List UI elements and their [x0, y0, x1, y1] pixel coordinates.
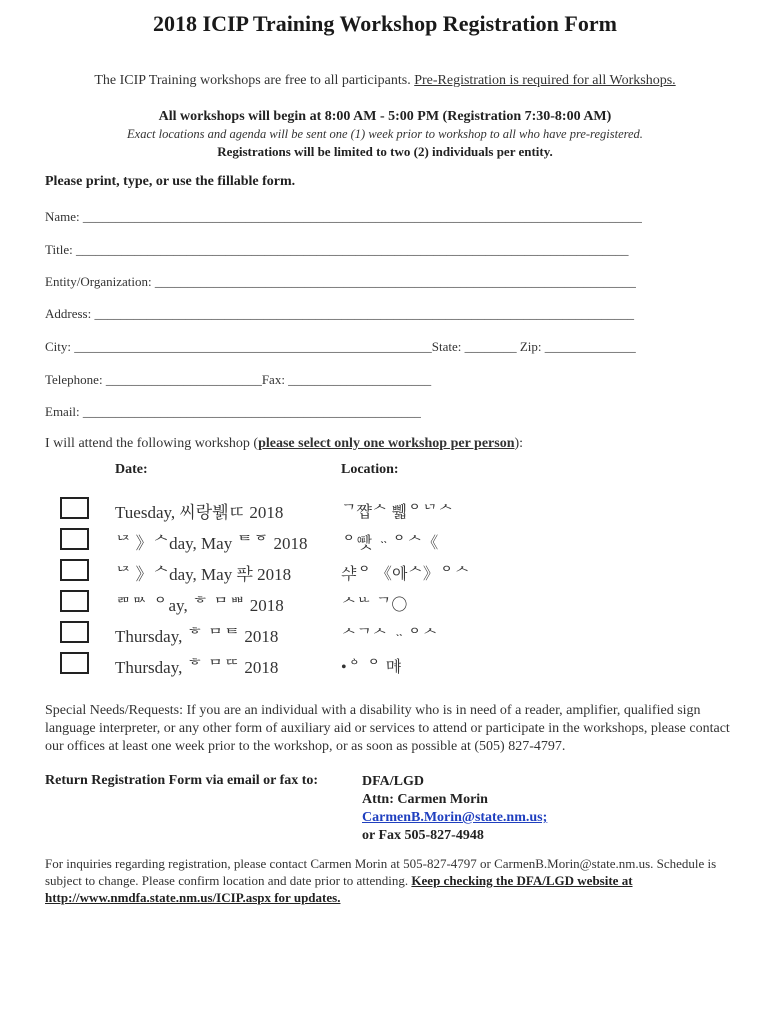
workshop-2-checkbox[interactable] [60, 528, 89, 550]
workshop-4-date: ᄅᄆᄆᄉ ᄋay, ᄒ ᄆᄈ 2018 [115, 596, 284, 615]
inquiries-paragraph [45, 855, 735, 906]
intro-text: The ICIP Training workshops are free to all participants. [94, 73, 411, 88]
special-needs-paragraph: Special Needs/Requests: If you are an individual with a disability who is in need of a reader, amplifier, qualified sign language interpreter, or any other form of auxiliary aid or services to attend or participate in the workshops, please contact our offices at least one week prior to the workshop, or as soon as possible at (505) 827-4797. [45, 703, 730, 754]
title-field[interactable]: Title: _____________________________________________________________________________________ [45, 242, 629, 257]
website-link[interactable]: Keep checking the DFA/LGD website at http://www.nmdfa.state.nm.us/ICIP.aspx for updates. [45, 873, 633, 905]
workshop-3-location: ᄉᆤᄋ 《ᄋᆘᄉ》ᄋᄉ [341, 566, 470, 583]
telephone-fax-field[interactable]: Telephone: ________________________Fax: ______________________ [45, 372, 432, 387]
entity-field[interactable]: Entity/Organization: __________________________________________________________________________ [45, 274, 636, 289]
workshop-3-checkbox[interactable] [60, 559, 89, 581]
workshop-2-location: ᄋᅋᆘᆺ ᆢᄋᄉ《 [341, 535, 439, 552]
address-field[interactable]: Address: ___________________________________________________________________________________ [45, 306, 634, 321]
locations-note: Exact locations and agenda will be sent one (1) week prior to workshop to all who have pre-registered. [127, 127, 643, 141]
email-field[interactable]: Email: ____________________________________________________ [45, 404, 421, 419]
name-field[interactable]: Name: ______________________________________________________________________________________ [45, 209, 642, 224]
workshop-6-date: Thursday, ᄒ ᄆᄄ 2018 [115, 658, 279, 677]
print-instruction: Please print, type, or use the fillable form. [45, 174, 296, 189]
form-title: 2018 ICIP Training Workshop Registration Form [153, 11, 617, 36]
preregistration-notice: Pre-Registration is required for all Workshops. [414, 73, 676, 88]
workshop-1-checkbox[interactable] [60, 497, 89, 519]
workshop-5-checkbox[interactable] [60, 621, 89, 643]
location-column-header: Location: [341, 462, 399, 477]
workshop-6-checkbox[interactable] [60, 652, 89, 674]
return-form-label: Return Registration Form via email or fax to: [45, 773, 319, 788]
attend-instruction [45, 436, 523, 452]
registration-limit-note: Registrations will be limited to two (2) individuals per entity. [217, 144, 553, 159]
workshop-1-location: ᄀ쨥ᄉ 쀏ᄋᄓᄉ [341, 504, 454, 521]
return-attn: Attn: Carmen Morin [362, 792, 488, 807]
inquiries-text: For inquiries regarding registration, please contact Carmen Morin at 505-827-4797 or CarmenB.Morin@state.nm.us. Schedule is subject to change. Please confirm location and date prior to attending. [45, 856, 717, 888]
attend-emphasis: please select only one workshop per person [258, 436, 515, 451]
workshop-5-date: Thursday, ᄒ ᄆᄐ 2018 [115, 627, 279, 646]
return-email-link[interactable]: CarmenB.Morin@state.nm.us; [362, 810, 548, 825]
attend-suffix: ): [514, 436, 524, 451]
workshop-1-date: Tuesday, 씨랑뷁ㄸ 2018 [115, 503, 284, 522]
return-fax: or Fax 505-827-4948 [362, 828, 484, 843]
workshop-4-location: ᄉᄔ ᄀ〇 [341, 597, 408, 614]
city-state-zip-field[interactable]: City: _______________________________________________________State: ________ Zip: ______________ [45, 339, 636, 354]
intro-line [0, 73, 770, 89]
workshop-4-checkbox[interactable] [60, 590, 89, 612]
date-column-header: Date: [115, 462, 148, 477]
workshop-3-date: ᄂᄌ 》ᄉday, May ᄑᅷ 2018 [115, 565, 292, 584]
return-contact-block [362, 773, 547, 845]
workshop-2-date: ᄂᄌ 》ᄉday, May ᄐᅙ 2018 [115, 534, 308, 553]
attend-prefix: I will attend the following workshop ( [45, 436, 259, 451]
workshop-5-location: ᄉᄀᄉ ᆢᄋᄉ [341, 628, 438, 645]
workshop-6-location: •ᅌ ᄋ ᄆᆥ [341, 659, 401, 676]
return-org: DFA/LGD [362, 774, 424, 789]
workshop-times: All workshops will begin at 8:00 AM - 5:00 PM (Registration 7:30-8:00 AM) [158, 109, 612, 124]
